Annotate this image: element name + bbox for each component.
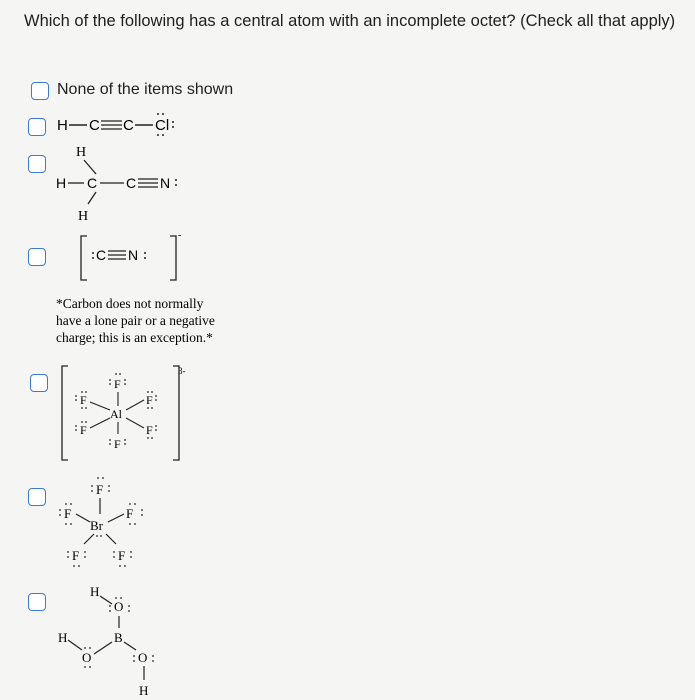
atom-o-left: O [82,650,92,665]
atom-f-br: F [118,548,126,563]
atom-o-right: O [138,650,148,665]
atom-c2: C [126,175,137,191]
structure-acetonitrile [52,138,202,228]
atom-f-ul: F [80,393,87,407]
note-line-3: charge; this is an exception.* [56,330,213,345]
checkbox-acetonitrile[interactable] [28,155,46,173]
structure-boric-acid [52,578,182,700]
checkbox-chloroacetylene[interactable] [28,118,46,136]
question-text: Which of the following has a central atom with an incomplete octet? (Check all that apply) [24,12,676,30]
atom-f-left: F [64,506,72,521]
atom-h: H [57,117,68,134]
atom-f-bl: F [72,548,80,563]
atom-cl: Cl [155,117,170,134]
checkbox-boric-acid[interactable] [28,593,46,611]
atom-n: N [128,247,139,263]
checkbox-alf6[interactable] [30,374,48,392]
atom-h-left: H [58,630,68,645]
charge-label: 3- [178,366,186,376]
atom-c: C [96,247,107,263]
note-line-1: *Carbon does not normally [56,296,204,311]
atom-al: Al [110,407,122,421]
atom-br: Br [90,518,103,533]
atom-f-right: F [126,506,134,521]
atom-f-ur: F [146,393,153,407]
charge-label: - [178,230,182,241]
atom-h-top: H [76,145,87,160]
atom-c2: C [123,117,134,134]
atom-f-bottom: F [114,437,121,451]
atom-f-lr: F [146,423,153,437]
structure-brf5 [50,472,180,572]
note-line-2: have a lone pair or a negative [56,313,215,328]
atom-o-top: O [114,599,124,614]
atom-h-left: H [56,175,67,191]
atom-f-top: F [114,377,121,391]
structure-alf6 [58,362,208,468]
structure-chloroacetylene [55,108,195,140]
atom-h-bottom: H [139,683,149,698]
atom-h-bottom: H [78,209,89,224]
checkbox-none[interactable] [31,82,49,100]
atom-h-top: H [90,584,100,599]
atom-n: N [160,175,171,191]
atom-c1: C [89,117,100,134]
atom-b: B [114,630,123,645]
checkbox-cyanide[interactable] [28,248,46,266]
atom-f-ll: F [80,423,87,437]
structure-cyanide [75,228,195,288]
atom-f-top: F [96,482,104,497]
atom-c: C [87,175,98,191]
checkbox-brf5[interactable] [28,488,46,506]
option-none-label: None of the items shown [57,81,234,98]
cyanide-note [50,292,290,354]
